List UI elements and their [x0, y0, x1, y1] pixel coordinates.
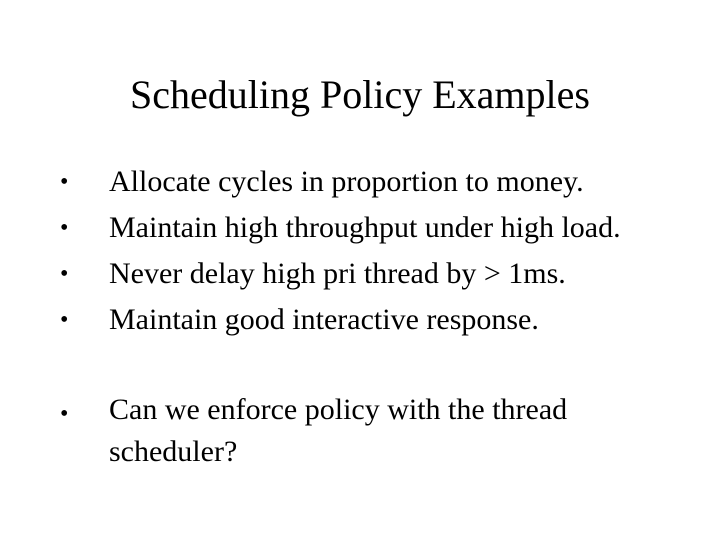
- bullet-marker: •: [60, 307, 69, 333]
- bullet-marker: •: [60, 169, 69, 195]
- bullet-marker: •: [60, 215, 69, 241]
- bullet-text: Maintain good interactive response.: [109, 303, 539, 336]
- slide-title: Scheduling Policy Examples: [130, 72, 590, 117]
- bullet-text: Can we enforce policy with the thread scheduler?: [109, 393, 568, 468]
- bullet-text: Maintain high throughput under high load.: [109, 211, 621, 244]
- bullet-marker: •: [60, 401, 69, 427]
- bullet-text: Allocate cycles in proportion to money.: [109, 165, 584, 198]
- bullet-marker: •: [60, 261, 69, 287]
- bullet-text: Never delay high pri thread by > 1ms.: [109, 257, 566, 290]
